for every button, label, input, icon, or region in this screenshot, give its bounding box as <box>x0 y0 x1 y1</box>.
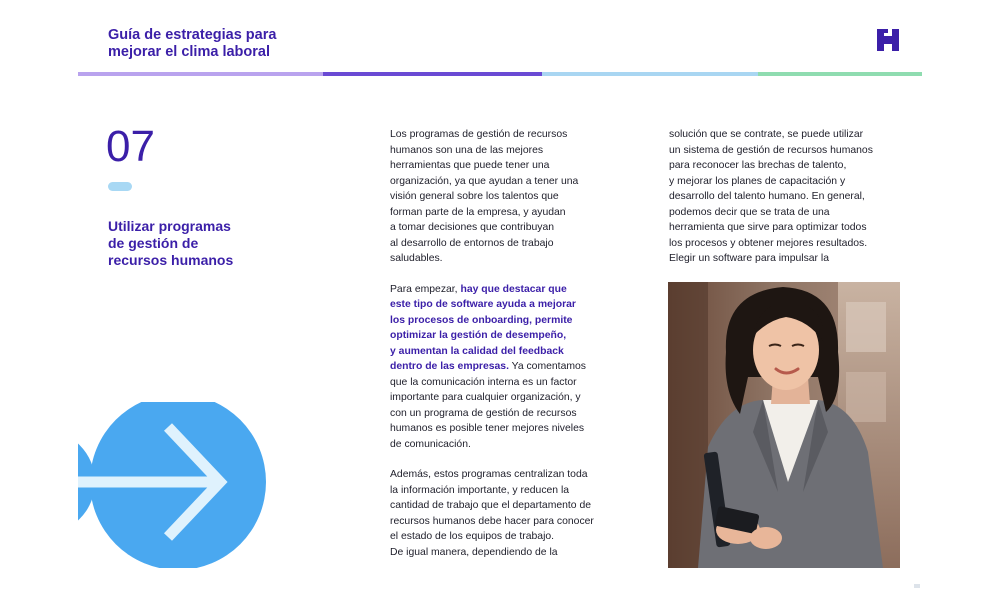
text-line: y mejorar los planes de capacitación y <box>669 175 846 187</box>
body-column-1 <box>390 127 622 560</box>
text-line: a tomar decisiones que contribuyan <box>390 222 555 233</box>
text-line: podemos decir que se trata de una <box>669 206 830 218</box>
highlight-line: optimizar la gestión de desempeño, <box>390 330 567 341</box>
text-line: Además, estos programas centralizan toda <box>390 469 588 480</box>
h-grid-logo-icon <box>877 29 899 51</box>
text-line: humanos es posible tener mejores niveles <box>390 423 585 434</box>
section-title-line-2: de gestión de <box>108 235 199 251</box>
text-line: herramienta que sirve para optimizar todos <box>669 222 867 233</box>
paragraph-1 <box>390 127 622 267</box>
text-line: herramientas que puede tener una <box>390 160 550 171</box>
page-marker-icon <box>914 584 920 588</box>
section-title <box>108 218 268 269</box>
text-line <box>390 359 622 375</box>
section-number: 07 <box>106 122 155 171</box>
text-line: con un programa de gestión de recursos <box>390 407 577 419</box>
highlight-line: los procesos de onboarding, permite <box>390 314 573 326</box>
woman-smartphone-photo <box>668 282 900 568</box>
divider-segment-1 <box>78 72 323 76</box>
paragraph-2 <box>390 282 622 453</box>
section-title-line-3: recursos humanos <box>108 252 234 268</box>
highlight-line: este tipo de software ayuda a mejorar <box>390 299 576 310</box>
accent-pill <box>108 182 132 191</box>
text-line: de comunicación. <box>390 438 471 450</box>
document-title-line-2: mejorar el clima laboral <box>108 44 270 60</box>
document-title-line-1: Guía de estrategias para <box>108 27 277 43</box>
text-line: solución que se contrate, se puede utilizar <box>669 129 864 140</box>
text-line: humanos son una de las mejores <box>390 144 544 156</box>
text-line: organización, ya que ayudan a tener una <box>390 175 579 187</box>
text-line: De igual manera, dependiendo de la <box>390 546 558 558</box>
highlight-text: dentro de las empresas. <box>390 361 509 372</box>
text-line: el estado de los equipos de trabajo. <box>390 531 555 542</box>
text-line: importante para cualquier organización, y <box>390 392 581 403</box>
text-line: forman parte de la empresa, y ayudan <box>390 206 566 218</box>
section-title-line-1: Utilizar programas <box>108 218 231 234</box>
document-title <box>108 27 328 61</box>
text-line: para reconocer las brechas de talento, <box>669 160 847 171</box>
text-line: al desarrollo de entornos de trabajo <box>390 237 554 249</box>
text-line <box>390 282 622 298</box>
text-line: desarrollo del talento humano. En general, <box>669 191 865 202</box>
divider-segment-3 <box>542 72 758 76</box>
highlight-line: y aumentan la calidad del feedback <box>390 345 564 357</box>
text-line: un sistema de gestión de recursos humanos <box>669 144 873 156</box>
paragraph-3 <box>390 467 622 560</box>
text-continuation: Ya comentamos <box>508 361 586 372</box>
text-line: los procesos y obtener mejores resultados. <box>669 237 868 249</box>
header-divider <box>78 72 922 76</box>
highlight-text: hay que destacar que <box>460 283 567 295</box>
divider-segment-2 <box>323 72 542 76</box>
text-line: cantidad de trabajo que el departamento de <box>390 500 592 511</box>
text-line: visión general sobre los talentos que <box>390 191 559 202</box>
text-line: saludables. <box>390 253 443 264</box>
text-line: que la comunicación interna es un factor <box>390 376 577 388</box>
text-line: Los programas de gestión de recursos <box>390 129 568 140</box>
arrow-right-icon <box>78 402 278 568</box>
paragraph-intro: Para empezar, <box>390 283 461 295</box>
divider-segment-4 <box>758 72 922 76</box>
body-column-2 <box>669 127 901 267</box>
text-line: la información importante, y reducen la <box>390 484 570 496</box>
text-line: Elegir un software para impulsar la <box>669 253 829 264</box>
text-line: recursos humanos debe hacer para conocer <box>390 515 594 527</box>
